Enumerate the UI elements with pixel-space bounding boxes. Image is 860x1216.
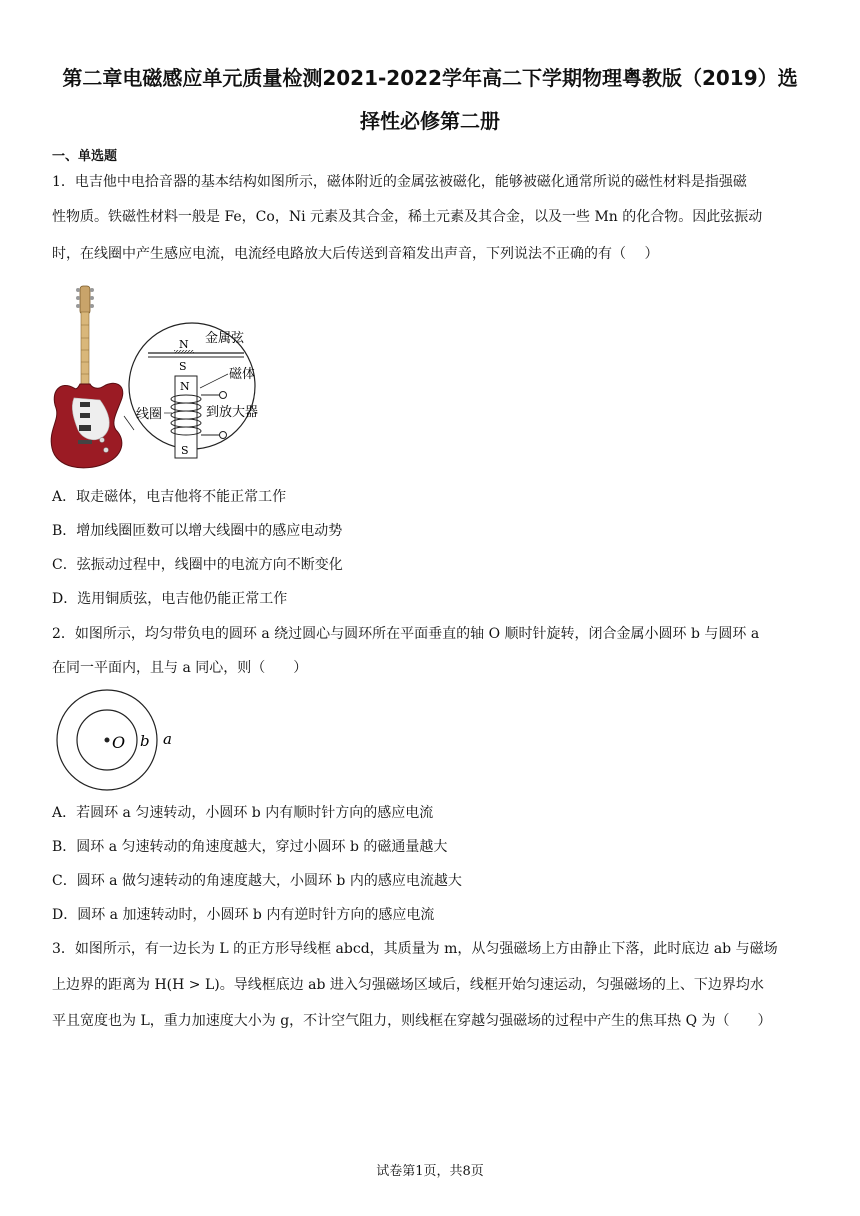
- q1-line-3: 时，在线圈中产生感应电流，电流经电路放大后传送到音箱发出声音，下列说法不正确的有（ ）: [52, 246, 659, 262]
- inner-ring-label: b: [140, 732, 150, 750]
- q1-option-b: B．增加线圈匝数可以增大线圈中的感应电动势: [52, 523, 343, 539]
- magnet-pole-s: S: [181, 444, 189, 457]
- doc-title-line2: 择性必修第二册: [360, 109, 500, 133]
- q2-option-a: A．若圆环 a 匀速转动，小圆环 b 内有顺时针方向的感应电流: [52, 805, 434, 821]
- q2-option-d: D．圆环 a 加速转动时，小圆环 b 内有逆时针方向的感应电流: [52, 907, 435, 923]
- magnet-label: 磁体: [229, 367, 256, 382]
- q2-line-1: 2．如图所示，均匀带负电的圆环 a 绕过圆心与圆环所在平面垂直的轴 O 顺时针旋转，闭合金属小圆环 b 与圆环 a: [52, 626, 760, 642]
- center-label: O: [112, 733, 126, 752]
- guitar-image: [51, 286, 123, 468]
- q1-line-1: 1．电吉他中电拾音器的基本结构如图所示，磁体附近的金属弦被磁化，能够被磁化通常所说的磁性材料是指强磁: [52, 174, 747, 190]
- amp-label: 到放大器: [206, 405, 259, 420]
- coil-label: 线圈: [136, 407, 163, 422]
- string-pole-s: S: [179, 360, 187, 373]
- q2-line-2: 在同一平面内，且与 a 同心，则（ ）: [52, 660, 308, 676]
- doc-title-line1: 第二章电磁感应单元质量检测2021-2022学年高二下学期物理粤教版（2019）选: [62, 66, 798, 90]
- string-pole-n: N: [179, 338, 189, 351]
- page-footer: 试卷第1页，共8页: [376, 1164, 484, 1179]
- q2-rings-figure: [50, 688, 190, 793]
- q1-option-a: A．取走磁体，电吉他将不能正常工作: [52, 489, 287, 505]
- q3-line-1: 3．如图所示，有一边长为 L 的正方形导线框 abcd，其质量为 m，从匀强磁场上方由静止下落，此时底边 ab 与磁场: [52, 941, 778, 957]
- magnet-pole-n: N: [180, 380, 190, 393]
- q2-option-b: B．圆环 a 匀速转动的角速度越大，穿过小圆环 b 的磁通量越大: [52, 839, 448, 855]
- q3-line-3: 平且宽度也为 L，重力加速度大小为 g，不计空气阻力，则线框在穿越匀强磁场的过程中产生的焦耳热 Q 为（ ）: [52, 1013, 772, 1029]
- q1-option-c: C．弦振动过程中，线圈中的电流方向不断变化: [52, 557, 343, 573]
- section-heading: 一、单选题: [52, 149, 118, 164]
- string-label: 金属弦: [205, 331, 245, 346]
- q3-line-2: 上边界的距离为 H(H > L)。导线框底边 ab 进入匀强磁场区域后，线框开始匀速运动，匀强磁场的上、下边界均水: [52, 977, 764, 993]
- q1-line-2: 性物质。铁磁性材料一般是 Fe，Co，Ni 元素及其合金，稀土元素及其合金，以及一些 Mn 的化合物。因此弦振动: [52, 209, 763, 225]
- outer-ring-label: a: [163, 730, 172, 748]
- q1-pickup-figure: [44, 280, 274, 475]
- q1-option-d: D．选用铜质弦，电吉他仍能正常工作: [52, 591, 288, 607]
- q2-option-c: C．圆环 a 做匀速转动的角速度越大，小圆环 b 内的感应电流越大: [52, 873, 462, 889]
